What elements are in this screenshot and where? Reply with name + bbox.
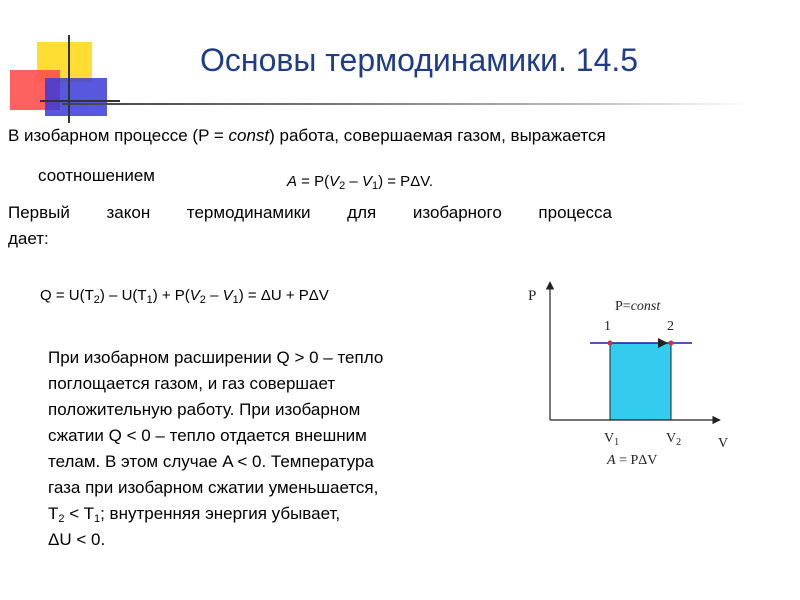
process-label: P=const <box>615 299 661 314</box>
point-2-label: 2 <box>667 319 674 334</box>
pv-graph <box>520 270 750 480</box>
first-law-line-2: дает: <box>8 229 49 248</box>
heat-v2: V <box>189 287 200 304</box>
para-line: газа при изобарном сжатии уменьшается, <box>48 478 379 497</box>
work-tail: ) = PΔV. <box>378 173 434 190</box>
slide-title: Основы термодинамики. 14.5 <box>200 42 639 78</box>
heat-t2-sub: 2 <box>93 294 100 306</box>
heat-t1-sub: 1 <box>146 294 153 306</box>
work-minus: – <box>345 173 362 190</box>
work-area <box>610 343 671 420</box>
intro-const: const <box>228 126 270 145</box>
work-a: A <box>287 173 298 190</box>
heat-tail: ) = ΔU + PΔV <box>238 287 329 304</box>
intro-pre: В изобарном процессе (P = <box>8 126 229 145</box>
para-t: T <box>48 504 59 523</box>
v2-label: $V_2$ <box>666 431 682 448</box>
para-line: поглощается газом, и газ совершает <box>48 374 336 393</box>
intro-line-1 <box>8 123 606 149</box>
para-line <box>48 501 383 527</box>
work-v1-sub: 1 <box>371 180 379 192</box>
heat-v1-sub: 1 <box>232 294 239 306</box>
intro-line-2: соотношением <box>38 166 155 185</box>
para-t2-sub: 2 <box>58 513 65 525</box>
para-line: телам. В этом случае A < 0. Температура <box>48 452 374 471</box>
heat-v2-sub: 2 <box>199 294 206 306</box>
point-1-marker <box>608 341 613 346</box>
first-law-line-1: Первый закон термодинамики для изобарного процесса <box>8 203 612 222</box>
area-formula-label: A = PΔV <box>607 453 658 468</box>
work-v1: V <box>361 173 372 190</box>
decor-horizontal-line <box>40 100 120 102</box>
title-underline <box>62 103 750 105</box>
decor-logo <box>0 0 120 130</box>
para-line: ΔU < 0. <box>48 530 106 549</box>
intro-post: ) работа, совершаемая газом, выражается <box>269 126 606 145</box>
para-lt: < T <box>64 504 94 523</box>
decor-blue-square <box>45 78 107 116</box>
p-axis-label: P <box>528 288 537 304</box>
para-t1-sub: 1 <box>93 513 101 525</box>
heat-minus: – <box>205 287 223 304</box>
point-1-label: 1 <box>604 319 611 334</box>
heat-q: Q = U(T <box>40 287 94 304</box>
heat-p: ) + P( <box>152 287 190 304</box>
work-p: = P( <box>297 173 330 190</box>
para-tail: ; внутренняя энергия убывает, <box>100 504 341 523</box>
para-line: При изобарном расширении Q > 0 – тепло <box>48 348 384 367</box>
work-v2-sub: 2 <box>339 180 346 192</box>
v1-label: $V_1$ <box>604 431 620 448</box>
heat-formula <box>40 287 329 304</box>
heat-mid: ) – U(T <box>99 287 147 304</box>
decor-vertical-line <box>68 35 70 123</box>
point-2-marker <box>669 341 674 346</box>
isobaric-paragraph <box>48 345 383 553</box>
heat-v1: V <box>222 287 233 304</box>
v-axis-label: V <box>718 436 729 451</box>
work-formula <box>287 173 433 190</box>
work-v2: V <box>329 173 340 190</box>
para-line: положительную работу. При изобарном <box>48 400 361 419</box>
para-line: сжатии Q < 0 – тепло отдается внешним <box>48 426 367 445</box>
